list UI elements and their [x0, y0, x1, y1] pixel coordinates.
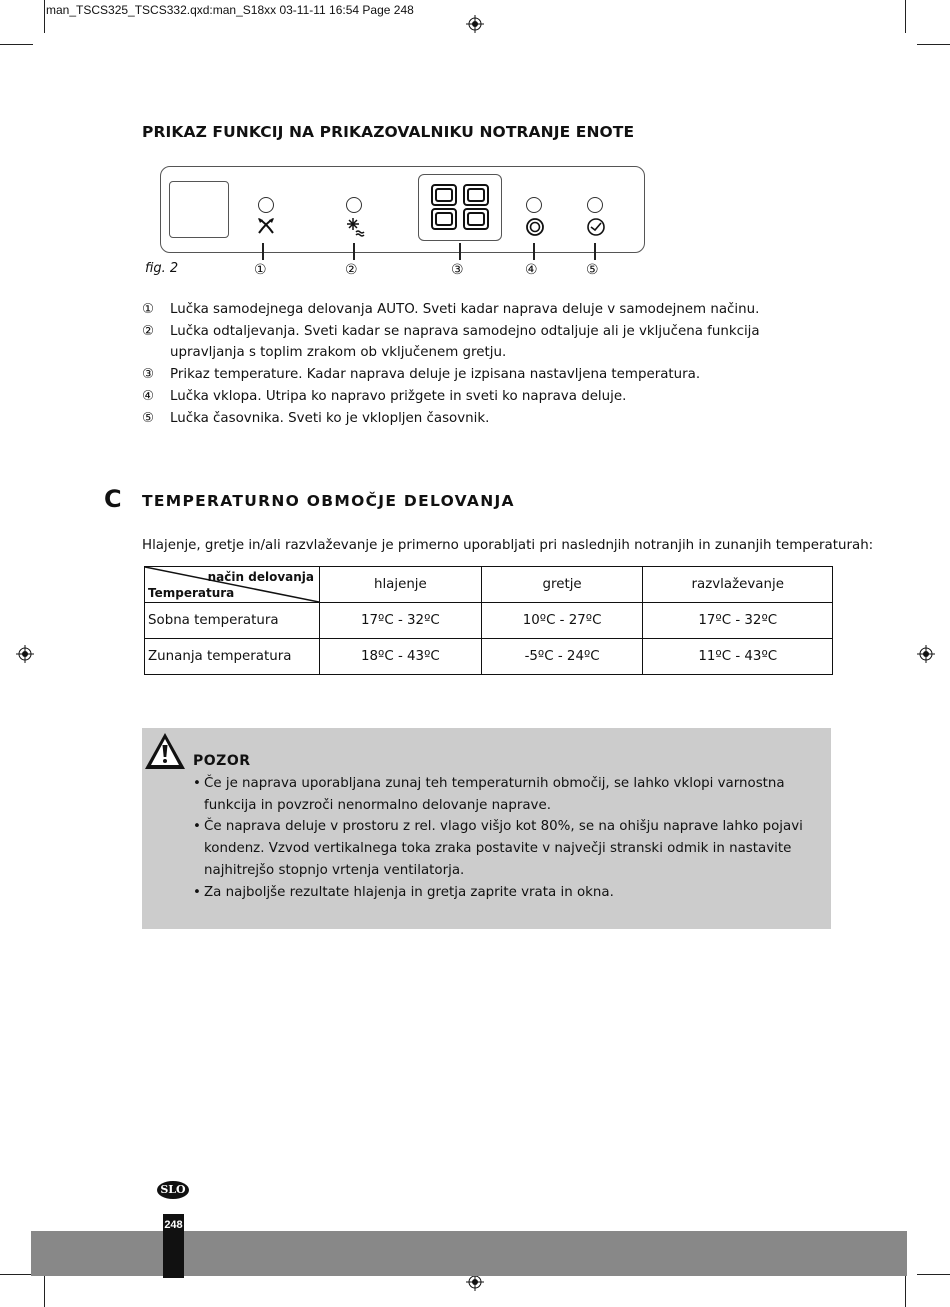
crop-mark: [0, 1274, 33, 1275]
list-item: • Če je naprava uporabljana zunaj teh temperaturnih območij, se lahko vklopi varnostna funkcija in povzroči nenormalno delovanje naprave.: [193, 773, 823, 816]
item-text: Lučka odtaljevanja. Sveti kadar se naprava samodejno odtaljuje ali je vključena funkcija upravljanja s toplim zrakom ob vključenem gretju.: [170, 323, 760, 361]
language-badge: SLO: [157, 1181, 189, 1199]
column-header: gretje: [481, 567, 643, 603]
callout-4: ④: [525, 262, 538, 278]
item-text: Prikaz temperature. Kadar naprava deluje je izpisana nastavljena temperatura.: [170, 367, 701, 383]
list-item: [142, 321, 834, 364]
item-number: ①: [142, 302, 155, 317]
crop-mark: [0, 44, 33, 45]
warning-triangle-icon: [143, 731, 187, 771]
list-item: • Za najboljše rezultate hlajenja in gretja zaprite vrata in okna.: [193, 882, 823, 904]
section-title-display-functions: PRIKAZ FUNKCIJ NA PRIKAZOVALNIKU NOTRANJE ENOTE: [142, 123, 635, 141]
list-item: [142, 299, 834, 321]
callout-3: ③: [451, 262, 464, 278]
table-row: [145, 603, 833, 639]
figure-label: fig. 2: [145, 261, 179, 276]
crop-mark: [44, 1274, 45, 1307]
function-description-list: [142, 299, 834, 429]
item-number: ④: [142, 388, 155, 404]
table-cell: -5ºC - 24ºC: [481, 639, 643, 675]
intro-text: Hlajenje, gretje in/ali razvlaževanje je primerno uporabljati pri naslednjih notranjih in zunanjih temperaturah:: [142, 538, 874, 553]
list-item: [142, 386, 834, 408]
registration-mark-icon: [917, 645, 935, 663]
auto-fan-icon: [255, 215, 277, 237]
item-number: ③: [142, 367, 155, 383]
auto-led: [258, 197, 274, 213]
callout-1: ①: [254, 262, 267, 278]
callout-leader: [459, 243, 461, 260]
table-header-row: [145, 567, 833, 603]
callout-2: ②: [345, 262, 358, 278]
table-cell: 11ºC - 43ºC: [643, 639, 833, 675]
section-letter: C: [104, 485, 122, 513]
crop-mark: [44, 0, 45, 33]
power-icon: [524, 216, 546, 238]
defrost-icon: [344, 215, 366, 237]
crop-mark: [905, 0, 906, 33]
item-text: Lučka samodejnega delovanja AUTO. Sveti kadar naprava deluje v samodejnem načinu.: [170, 302, 760, 317]
callout-leader: [594, 243, 596, 260]
receiver-window: [169, 181, 229, 238]
item-number: ⑤: [142, 410, 155, 426]
table-cell: 10ºC - 27ºC: [481, 603, 643, 639]
crop-mark: [917, 1274, 950, 1275]
callout-5: ⑤: [586, 262, 599, 278]
item-text: Lučka vklopa. Utripa ko napravo prižgete in sveti ko naprava deluje.: [170, 388, 627, 404]
registration-mark-icon: [16, 645, 34, 663]
defrost-led: [346, 197, 362, 213]
column-header: razvlaževanje: [643, 567, 833, 603]
callout-leader: [262, 243, 264, 260]
display-panel: [160, 166, 645, 253]
registration-mark-icon: [466, 15, 484, 33]
row-label: Sobna temperatura: [145, 603, 320, 639]
callout-leader: [353, 243, 355, 260]
corner-label-temperature: Temperatura: [148, 586, 235, 600]
list-item: [142, 364, 834, 386]
page-number: 248: [164, 1219, 183, 1231]
row-label: Zunanja temperatura: [145, 639, 320, 675]
list-item: • Če naprava deluje v prostoru z rel. vlago višjo kot 80%, se na ohišju naprave lahko pojavi kondenz. Vzvod vertikalnega toka zraka postavite v največji stranski odmik in nastavite najhitrejšo stopnjo vrtenja ventilatorja.: [193, 816, 823, 881]
warning-title: POZOR: [193, 753, 251, 769]
temperature-range-table: [144, 566, 833, 675]
timer-icon: [585, 216, 607, 238]
table-cell: 17ºC - 32ºC: [643, 603, 833, 639]
power-led: [526, 197, 542, 213]
table-row: [145, 639, 833, 675]
timer-led: [587, 197, 603, 213]
table-corner-cell: [145, 567, 320, 603]
table-cell: 18ºC - 43ºC: [320, 639, 482, 675]
seven-segment-digits: [428, 181, 492, 234]
callout-leader: [533, 243, 535, 260]
corner-label-mode: način delovanja: [207, 570, 314, 584]
column-header: hlajenje: [320, 567, 482, 603]
crop-mark: [905, 1274, 906, 1307]
item-text: Lučka časovnika. Sveti ko je vklopljen časovnik.: [170, 410, 490, 426]
crop-mark: [917, 44, 950, 45]
table-cell: 17ºC - 32ºC: [320, 603, 482, 639]
section-title-temperature-range: TEMPERATURNO OBMOČJE DELOVANJA: [142, 492, 515, 510]
warning-list: [193, 773, 823, 903]
item-number: ②: [142, 323, 155, 339]
list-item: [142, 408, 834, 430]
print-header: man_TSCS325_TSCS332.qxd:man_S18xx 03-11-11 16:54 Page 248: [46, 3, 414, 17]
